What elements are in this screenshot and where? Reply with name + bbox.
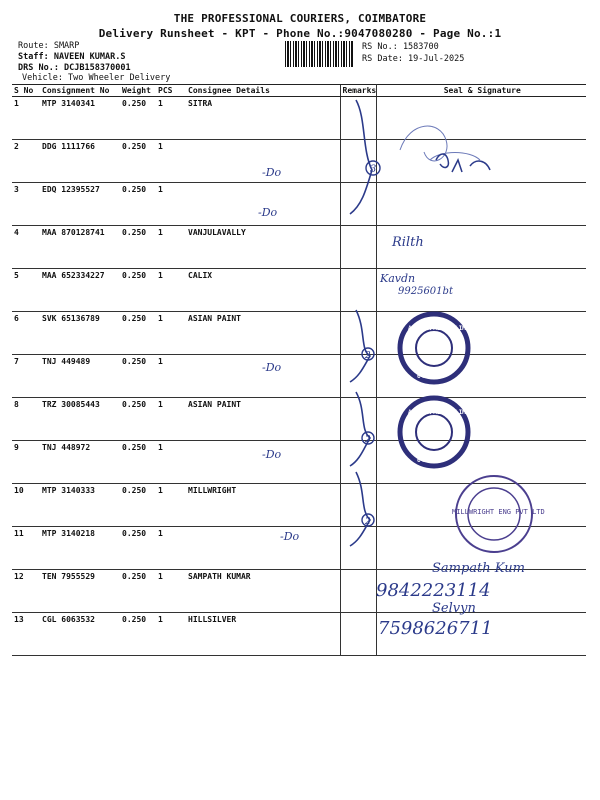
col-remarks: Remarks	[340, 85, 376, 97]
cell-signature	[376, 484, 586, 527]
cell-remarks	[340, 226, 376, 269]
signature-row13-number: 7598626711	[378, 618, 493, 639]
cell-signature	[376, 140, 586, 183]
cell-sno: 12	[12, 570, 40, 613]
cell-consignee: MILLWRIGHT	[186, 484, 340, 527]
cell-sno: 7	[12, 355, 40, 398]
table-row	[12, 355, 586, 398]
col-weight: Weight	[120, 85, 156, 97]
svg-text:641014: 641014	[417, 373, 439, 380]
cell-consignee: ASIAN PAINT	[186, 398, 340, 441]
cell-remarks	[340, 570, 376, 613]
cell-consignment: SVK 65136789	[40, 312, 120, 355]
cell-remarks	[340, 97, 376, 140]
svg-text:ASIAN PAINTS LIMITED: ASIAN PAINTS LIMITED	[408, 409, 481, 416]
cell-signature	[376, 269, 586, 312]
cell-pcs: 1	[156, 97, 186, 140]
cell-consignee	[186, 441, 340, 484]
cell-consignee: SITRA	[186, 97, 340, 140]
cell-consignment: TNJ 448972	[40, 441, 120, 484]
route-label: Route: SMARP	[18, 41, 80, 51]
cell-signature	[376, 441, 586, 484]
cell-sno: 8	[12, 398, 40, 441]
cell-sno: 1	[12, 97, 40, 140]
cell-consignment: TEN 7955529	[40, 570, 120, 613]
remark-mark: 3	[370, 164, 377, 175]
col-pcs: PCS	[156, 85, 186, 97]
cell-consignment: DDG 1111766	[40, 140, 120, 183]
signature-row4: Rilth	[392, 235, 424, 250]
table-row	[12, 226, 586, 269]
runsheet-subtitle: Delivery Runsheet - KPT - Phone No.:9047080280 - Page No.:1	[98, 27, 502, 40]
barcode	[285, 41, 353, 67]
table-row	[12, 183, 586, 226]
cell-remarks	[340, 140, 376, 183]
cell-pcs: 1	[156, 527, 186, 570]
cell-weight: 0.250	[120, 441, 156, 484]
cell-signature	[376, 355, 586, 398]
cell-weight: 0.250	[120, 613, 156, 656]
cell-weight: 0.250	[120, 140, 156, 183]
cell-signature	[376, 527, 586, 570]
cell-weight: 0.250	[120, 226, 156, 269]
cell-consignment: TNJ 449489	[40, 355, 120, 398]
table-row	[12, 97, 586, 140]
table-row	[12, 441, 586, 484]
cell-sno: 3	[12, 183, 40, 226]
cell-consignment: TRZ 30085443	[40, 398, 120, 441]
rs-number: RS No.: 1583700	[362, 42, 439, 52]
cell-consignee	[186, 183, 340, 226]
cell-remarks	[340, 441, 376, 484]
cell-sno: 4	[12, 226, 40, 269]
cell-remarks	[340, 484, 376, 527]
cell-signature	[376, 226, 586, 269]
ditto-mark: -Do	[280, 530, 300, 543]
svg-text:MILLWRIGHT ENG PVT LTD: MILLWRIGHT ENG PVT LTD	[452, 508, 545, 516]
signature-row12-name: Sampath Kum	[432, 561, 525, 576]
runsheet-table	[12, 84, 586, 656]
cell-signature	[376, 613, 586, 656]
cell-pcs: 1	[156, 484, 186, 527]
cell-weight: 0.250	[120, 269, 156, 312]
svg-text:641014: 641014	[417, 457, 439, 464]
cell-consignment: MAA 870128741	[40, 226, 120, 269]
company-title: THE PROFESSIONAL COURIERS, COIMBATORE	[173, 12, 427, 25]
cell-weight: 0.250	[120, 398, 156, 441]
cell-sno: 9	[12, 441, 40, 484]
cell-pcs: 1	[156, 355, 186, 398]
cell-consignee: ASIAN PAINT	[186, 312, 340, 355]
cell-pcs: 1	[156, 312, 186, 355]
table-header-row	[12, 85, 586, 97]
cell-weight: 0.250	[120, 312, 156, 355]
cell-pcs: 1	[156, 441, 186, 484]
signature-row5-number: 9925601bt	[398, 286, 453, 297]
cell-consignee: SAMPATH KUMAR	[186, 570, 340, 613]
cell-consignment: MAA 652334227	[40, 269, 120, 312]
svg-text:ASIAN PAINTS LIMITED: ASIAN PAINTS LIMITED	[408, 325, 481, 332]
drs-label: DRS No.: DCJB158370001	[18, 63, 131, 73]
table-row	[12, 527, 586, 570]
cell-sno: 10	[12, 484, 40, 527]
cell-sno: 6	[12, 312, 40, 355]
col-consignment: Consignment No	[40, 85, 120, 97]
cell-weight: 0.250	[120, 97, 156, 140]
signature-row13-name: Selvyn	[432, 601, 476, 616]
cell-weight: 0.250	[120, 484, 156, 527]
cell-remarks	[340, 312, 376, 355]
cell-consignment: MTP 3140341	[40, 97, 120, 140]
cell-sno: 13	[12, 613, 40, 656]
cell-remarks	[340, 269, 376, 312]
table-row	[12, 484, 586, 527]
cell-consignment: EDQ 12395527	[40, 183, 120, 226]
table-row	[12, 398, 586, 441]
cell-pcs: 1	[156, 269, 186, 312]
cell-remarks	[340, 183, 376, 226]
remark-mark: 2	[365, 435, 371, 445]
cell-pcs: 1	[156, 613, 186, 656]
remark-mark: 2	[365, 351, 371, 361]
signature-row5-name: Kavdn	[380, 272, 416, 285]
rs-date: RS Date: 19-Jul-2025	[362, 54, 465, 64]
table-row	[12, 312, 586, 355]
cell-consignee: VANJULAVALLY	[186, 226, 340, 269]
remark-mark: 2	[365, 517, 371, 527]
vehicle-label: Vehicle: Two Wheeler Delivery	[22, 73, 171, 83]
ditto-mark: -Do	[258, 206, 278, 219]
col-seal-signature: Seal & Signature	[376, 85, 586, 97]
ditto-mark: -Do	[262, 166, 282, 179]
cell-signature	[376, 312, 586, 355]
ditto-mark: -Do	[262, 448, 282, 461]
cell-remarks	[340, 613, 376, 656]
cell-sno: 11	[12, 527, 40, 570]
cell-sno: 2	[12, 140, 40, 183]
col-sno: S No	[12, 85, 40, 97]
signature-row12-number: 9842223114	[376, 580, 491, 601]
cell-signature	[376, 97, 586, 140]
cell-signature	[376, 183, 586, 226]
cell-consignee	[186, 140, 340, 183]
cell-consignee	[186, 355, 340, 398]
cell-weight: 0.250	[120, 570, 156, 613]
cell-consignee: HILLSILVER	[186, 613, 340, 656]
col-consignee: Consignee Details	[186, 85, 340, 97]
cell-weight: 0.250	[120, 183, 156, 226]
cell-pcs: 1	[156, 570, 186, 613]
cell-remarks	[340, 355, 376, 398]
cell-signature	[376, 570, 586, 613]
cell-consignment: MTP 3140218	[40, 527, 120, 570]
cell-remarks	[340, 527, 376, 570]
cell-sno: 5	[12, 269, 40, 312]
cell-signature	[376, 398, 586, 441]
cell-pcs: 1	[156, 398, 186, 441]
cell-weight: 0.250	[120, 527, 156, 570]
table-row	[12, 269, 586, 312]
ditto-mark: -Do	[262, 361, 282, 374]
cell-consignment: MTP 3140333	[40, 484, 120, 527]
table-row	[12, 570, 586, 613]
cell-pcs: 1	[156, 226, 186, 269]
cell-consignee	[186, 527, 340, 570]
cell-consignment: CGL 6063532	[40, 613, 120, 656]
cell-weight: 0.250	[120, 355, 156, 398]
table-row	[12, 140, 586, 183]
cell-pcs: 1	[156, 183, 186, 226]
cell-consignee: CALIX	[186, 269, 340, 312]
table-row	[12, 613, 586, 656]
cell-pcs: 1	[156, 140, 186, 183]
staff-label: Staff: NAVEEN KUMAR.S	[18, 52, 126, 62]
cell-remarks	[340, 398, 376, 441]
